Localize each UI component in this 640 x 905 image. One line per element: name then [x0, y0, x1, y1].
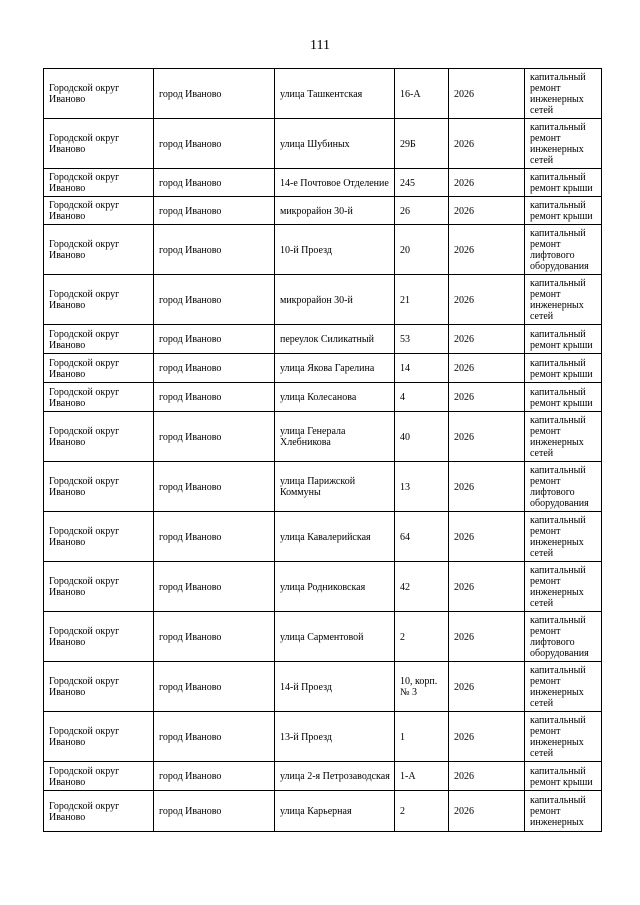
region-cell: Городской округ Иваново [44, 612, 154, 662]
region-cell: Городской округ Иваново [44, 562, 154, 612]
street-cell: 13-й Проезд [275, 712, 395, 762]
work-type-cell: капитальный ремонт лифтового оборудования [525, 462, 602, 512]
house-cell: 245 [395, 169, 449, 197]
street-cell: улица Парижской Коммуны [275, 462, 395, 512]
table-row [44, 197, 602, 225]
table-row [44, 462, 602, 512]
house-cell: 2 [395, 791, 449, 832]
year-cell: 2026 [449, 325, 525, 354]
table-row [44, 791, 602, 832]
region-cell: Городской округ Иваново [44, 119, 154, 169]
street-cell: улица Кавалерийская [275, 512, 395, 562]
city-cell: город Иваново [154, 383, 275, 412]
table-row [44, 354, 602, 383]
house-cell: 20 [395, 225, 449, 275]
house-cell: 64 [395, 512, 449, 562]
table-row [44, 712, 602, 762]
table-row [44, 325, 602, 354]
city-cell: город Иваново [154, 462, 275, 512]
region-cell: Городской округ Иваново [44, 712, 154, 762]
table-row [44, 69, 602, 119]
work-type-cell: капитальный ремонт инженерных [525, 791, 602, 832]
city-cell: город Иваново [154, 612, 275, 662]
year-cell: 2026 [449, 562, 525, 612]
house-cell: 29Б [395, 119, 449, 169]
street-cell: улица Карьерная [275, 791, 395, 832]
year-cell: 2026 [449, 662, 525, 712]
house-cell: 21 [395, 275, 449, 325]
city-cell: город Иваново [154, 169, 275, 197]
house-cell: 16-А [395, 69, 449, 119]
street-cell: микрорайон 30-й [275, 197, 395, 225]
work-type-cell: капитальный ремонт инженерных сетей [525, 119, 602, 169]
house-cell: 40 [395, 412, 449, 462]
house-cell: 10, корп. № 3 [395, 662, 449, 712]
year-cell: 2026 [449, 791, 525, 832]
street-cell: улица Сарментовой [275, 612, 395, 662]
street-cell: улица Шубиных [275, 119, 395, 169]
city-cell: город Иваново [154, 325, 275, 354]
table-row [44, 275, 602, 325]
region-cell: Городской округ Иваново [44, 275, 154, 325]
street-cell: 10-й Проезд [275, 225, 395, 275]
city-cell: город Иваново [154, 412, 275, 462]
region-cell: Городской округ Иваново [44, 662, 154, 712]
city-cell: город Иваново [154, 225, 275, 275]
work-type-cell: капитальный ремонт инженерных сетей [525, 562, 602, 612]
year-cell: 2026 [449, 169, 525, 197]
work-type-cell: капитальный ремонт крыши [525, 197, 602, 225]
work-type-cell: капитальный ремонт крыши [525, 325, 602, 354]
house-cell: 13 [395, 462, 449, 512]
city-cell: город Иваново [154, 69, 275, 119]
region-cell: Городской округ Иваново [44, 412, 154, 462]
table-row [44, 562, 602, 612]
table-row [44, 169, 602, 197]
city-cell: город Иваново [154, 354, 275, 383]
street-cell: 14-е Почтовое Отделение [275, 169, 395, 197]
work-type-cell: капитальный ремонт крыши [525, 354, 602, 383]
street-cell: улица Генерала Хлебникова [275, 412, 395, 462]
region-cell: Городской округ Иваново [44, 69, 154, 119]
work-type-cell: капитальный ремонт крыши [525, 383, 602, 412]
work-type-cell: капитальный ремонт инженерных сетей [525, 412, 602, 462]
region-cell: Городской округ Иваново [44, 325, 154, 354]
region-cell: Городской округ Иваново [44, 197, 154, 225]
page-number: 111 [310, 38, 330, 53]
house-cell: 53 [395, 325, 449, 354]
year-cell: 2026 [449, 462, 525, 512]
table-row [44, 412, 602, 462]
region-cell: Городской округ Иваново [44, 762, 154, 791]
work-type-cell: капитальный ремонт крыши [525, 169, 602, 197]
city-cell: город Иваново [154, 712, 275, 762]
year-cell: 2026 [449, 225, 525, 275]
work-type-cell: капитальный ремонт инженерных сетей [525, 275, 602, 325]
house-cell: 14 [395, 354, 449, 383]
house-cell: 1-А [395, 762, 449, 791]
work-type-cell: капитальный ремонт инженерных сетей [525, 662, 602, 712]
year-cell: 2026 [449, 762, 525, 791]
work-type-cell: капитальный ремонт лифтового оборудования [525, 225, 602, 275]
year-cell: 2026 [449, 275, 525, 325]
city-cell: город Иваново [154, 119, 275, 169]
region-cell: Городской округ Иваново [44, 225, 154, 275]
year-cell: 2026 [449, 383, 525, 412]
year-cell: 2026 [449, 69, 525, 119]
year-cell: 2026 [449, 354, 525, 383]
city-cell: город Иваново [154, 791, 275, 832]
street-cell: улица Родниковская [275, 562, 395, 612]
city-cell: город Иваново [154, 197, 275, 225]
city-cell: город Иваново [154, 512, 275, 562]
year-cell: 2026 [449, 412, 525, 462]
year-cell: 2026 [449, 197, 525, 225]
house-cell: 42 [395, 562, 449, 612]
street-cell: улица Колесанова [275, 383, 395, 412]
region-cell: Городской округ Иваново [44, 169, 154, 197]
house-cell: 4 [395, 383, 449, 412]
street-cell: улица Ташкентская [275, 69, 395, 119]
year-cell: 2026 [449, 119, 525, 169]
year-cell: 2026 [449, 712, 525, 762]
table-row [44, 383, 602, 412]
work-type-cell: капитальный ремонт лифтового оборудования [525, 612, 602, 662]
region-cell: Городской округ Иваново [44, 462, 154, 512]
city-cell: город Иваново [154, 762, 275, 791]
street-cell: переулок Силикатный [275, 325, 395, 354]
table-row [44, 662, 602, 712]
region-cell: Городской округ Иваново [44, 791, 154, 832]
table-row [44, 512, 602, 562]
street-cell: 14-й Проезд [275, 662, 395, 712]
street-cell: микрорайон 30-й [275, 275, 395, 325]
table-row [44, 762, 602, 791]
street-cell: улица Якова Гарелина [275, 354, 395, 383]
table-row [44, 612, 602, 662]
work-type-cell: капитальный ремонт инженерных сетей [525, 69, 602, 119]
repair-schedule-table [43, 68, 602, 832]
street-cell: улица 2-я Петрозаводская [275, 762, 395, 791]
work-type-cell: капитальный ремонт инженерных сетей [525, 712, 602, 762]
house-cell: 2 [395, 612, 449, 662]
house-cell: 26 [395, 197, 449, 225]
region-cell: Городской округ Иваново [44, 512, 154, 562]
table-row [44, 119, 602, 169]
city-cell: город Иваново [154, 662, 275, 712]
house-cell: 1 [395, 712, 449, 762]
city-cell: город Иваново [154, 275, 275, 325]
work-type-cell: капитальный ремонт крыши [525, 762, 602, 791]
region-cell: Городской округ Иваново [44, 354, 154, 383]
city-cell: город Иваново [154, 562, 275, 612]
year-cell: 2026 [449, 512, 525, 562]
year-cell: 2026 [449, 612, 525, 662]
table-row [44, 225, 602, 275]
region-cell: Городской округ Иваново [44, 383, 154, 412]
work-type-cell: капитальный ремонт инженерных сетей [525, 512, 602, 562]
